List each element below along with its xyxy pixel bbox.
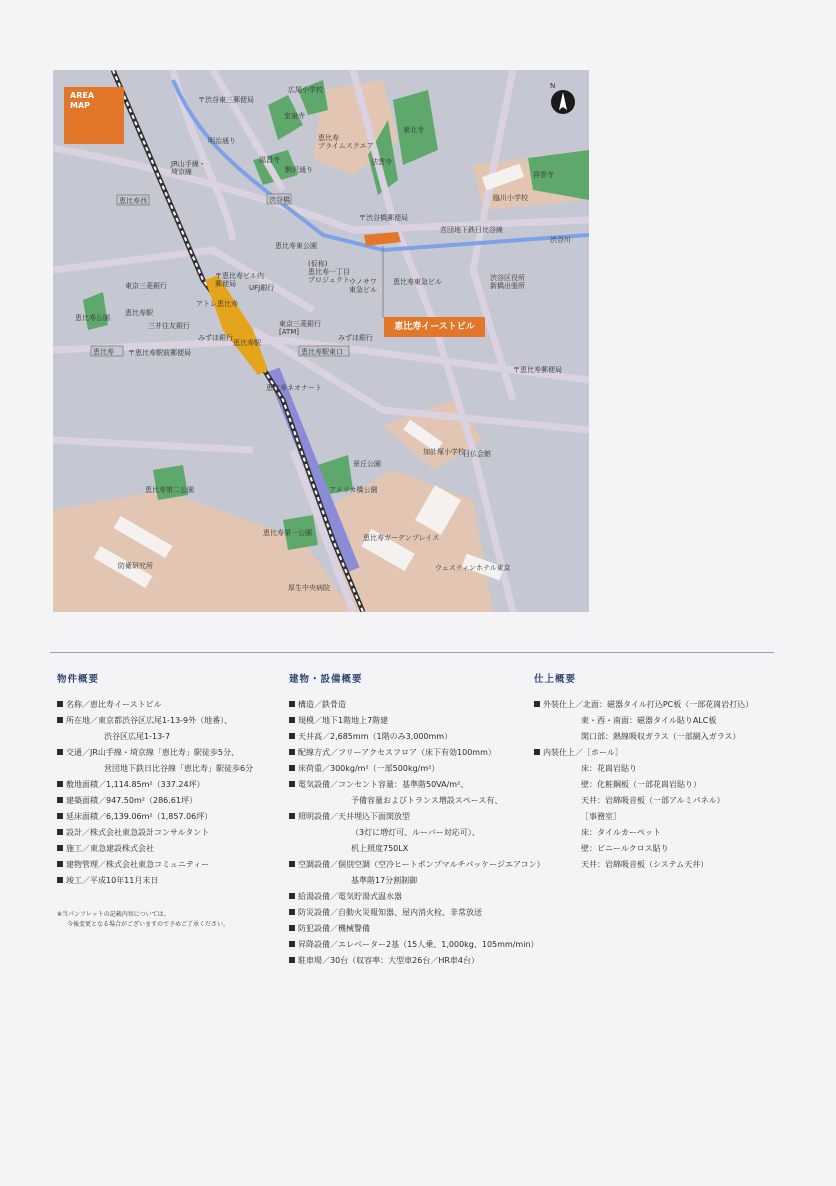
spec-row: 防災設備／自動火災報知器、屋内消火栓、非常放送 (289, 905, 545, 921)
spec-row: 床：タイルカーペット (581, 828, 661, 837)
badge-line: AREA (70, 91, 95, 100)
spec-row: 壁：化粧鋼板（一部花崗岩貼り） (581, 780, 701, 789)
map-label: みずほ銀行 (198, 334, 233, 342)
area-map-badge (64, 87, 124, 144)
spec-row: 天井：岩綿吸音板（システム天井） (581, 860, 709, 869)
map-label: 広尾小学校 (288, 86, 323, 94)
north-label: N (550, 82, 556, 90)
divider (50, 652, 774, 653)
map-label: 東京三菱銀行[ATM] (279, 320, 321, 336)
spec-row: 東・西・南面：磁器タイル貼りALC板 (581, 716, 717, 725)
map-label: 東北寺 (403, 126, 424, 134)
section-title: 仕上概要 (534, 674, 577, 685)
spec-row: 駐車場／30台（収容率：大型車26台／HR車4台） (289, 953, 545, 969)
map-label: 〒渋谷橋郵便局 (359, 214, 408, 222)
map-label: (仮称)恵比寿一丁目プロジェクト (308, 260, 350, 284)
spec-row: 照明設備／天井埋込下面開放型 (289, 809, 545, 825)
map-label: 恵比寿駅東口 (301, 348, 343, 356)
map-label: 〒渋谷東三郵便局 (198, 96, 254, 104)
map-label: 防衛研究所 (118, 562, 153, 570)
section-title: 建物・設備概要 (289, 674, 363, 685)
map-label: 室泉寺 (284, 112, 305, 120)
spec-row: （3灯に増灯可、ルーバー対応可）、 (351, 828, 480, 837)
spec-row: 規模／地下1階地上7階建 (289, 713, 545, 729)
map-label: 祥雲寺 (533, 171, 554, 179)
spec-row: 名称／恵比寿イーストビル (57, 697, 253, 713)
map-label: 景丘公園 (353, 460, 381, 468)
spec-row: 渋谷区広尾1-13-7 (104, 732, 171, 741)
finish-section (534, 671, 753, 873)
spec-row: 設計／株式会社東急設計コンサルタント (57, 825, 253, 841)
spec-row: 内装仕上／［ホール］ (534, 745, 753, 761)
spec-row: 昇降設備／エレベーター2基（15人乗、1,000kg、105mm/min） (289, 937, 545, 953)
spec-row: 床：花崗岩貼り (581, 764, 637, 773)
spec-row: 延床面積／6,139.06m²（1,857.06坪） (57, 809, 253, 825)
map-label: 恵比寿プライムスクエア (318, 134, 374, 150)
spec-row: 建築面積／947.50m²（286.61坪） (57, 793, 253, 809)
spec-row: 配線方式／フリーアクセスフロア（床下有効100mm） (289, 745, 545, 761)
map-label: JR山手線・埼京線 (171, 160, 206, 176)
spec-row: 電気設備／コンセント容量：基準階50VA/m²、 (289, 777, 545, 793)
spec-row: 給湯設備／電気貯湯式温水器 (289, 889, 545, 905)
map-label: 東京三菱銀行 (125, 282, 167, 290)
disclaimer-note (57, 910, 229, 930)
map-label: アトレ恵比寿 (196, 300, 238, 308)
overview-section (57, 671, 253, 889)
map-label: ウノサワ東急ビル (349, 278, 377, 294)
note-line: 今後変更となる場合がございますので予めご了承ください。 (67, 921, 230, 928)
spec-row: 営団地下鉄日比谷線「恵比寿」駅徒歩6分 (104, 764, 254, 773)
spec-row: 敷地面積／1,114.85m²（337.24坪） (57, 777, 253, 793)
spec-row: 予備容量およびトランス増設スペース有、 (351, 796, 503, 805)
map-label: 恵比寿 (93, 348, 114, 356)
spec-row: 施工／東急建設株式会社 (57, 841, 253, 857)
map-label: 〒恵比寿郵便局 (513, 366, 562, 374)
map-label: 恵比寿ネオナート (266, 384, 322, 392)
spec-row: 基準階17分割制御 (351, 876, 418, 885)
map-label: 渋谷区役所新橋出張所 (490, 274, 525, 290)
map-label: 〒恵比寿ビル内郵便局 (215, 272, 264, 288)
map-label: 恵比寿西 (119, 197, 147, 205)
map-label: UFJ銀行 (249, 284, 275, 292)
map-label: 恵比寿第二公園 (145, 486, 194, 494)
spec-row: 机上照度750LX (351, 844, 409, 853)
map-label: 恵比寿公園 (75, 314, 110, 322)
spec-row: 交通／JR山手線・埼京線「恵比寿」駅徒歩5分、 (57, 745, 253, 761)
building-section (289, 671, 545, 969)
spec-row: 天井：岩綿吸音板（一部アルミパネル） (581, 796, 725, 805)
map-label: 渋谷橋 (269, 196, 290, 204)
map-label: 恵比寿駅 (125, 309, 153, 317)
map-label: 加計塚小学校 (423, 448, 465, 456)
spec-row: 壁：ビニールクロス貼り (581, 844, 669, 853)
spec-row: ［事務室］ (581, 812, 621, 821)
map-label: 〒恵比寿駅前郵便局 (128, 349, 191, 357)
spec-row: 開口部：熱線吸収ガラス（一部網入ガラス） (581, 732, 741, 741)
badge-line: MAP (70, 101, 91, 110)
map-label: 法雲寺 (371, 158, 392, 166)
spec-row: 床荷重／300kg/m²（一部500kg/m²） (289, 761, 545, 777)
map-label: 営団地下鉄日比谷線 (440, 226, 503, 234)
building-callout: 恵比寿イーストビル (384, 317, 485, 337)
note-line: ※当パンフレットの記載内容については、 (57, 911, 170, 918)
map-label: 渋谷川 (550, 236, 571, 244)
map-label: ウェスティンホテル東京 (435, 564, 511, 572)
spec-row: 建物管理／株式会社東急コミュニティー (57, 857, 253, 873)
spec-row: 構造／鉄骨造 (289, 697, 545, 713)
map-label: 福昌寺 (259, 156, 280, 164)
map-label: 恵比寿ガーデンプレイス (363, 534, 440, 542)
spec-row: 天井高／2,685mm（1階のみ3,000mm） (289, 729, 545, 745)
map-label: 恵比寿第一公園 (263, 529, 312, 537)
spec-row: 外装仕上／北面：磁器タイル打込PC板（一部花崗岩打込） (534, 697, 753, 713)
map-label: 三井住友銀行 (148, 322, 190, 330)
spec-row: 空調設備／個別空調（空冷ヒートポンプマルチパッケージエアコン） (289, 857, 545, 873)
map-label: 恵比寿東急ビル (393, 278, 442, 286)
map-label: 恵比寿駅 (233, 339, 261, 347)
spec-row: 防犯設備／機械警備 (289, 921, 545, 937)
map-label: みずほ銀行 (338, 334, 373, 342)
map-label: 駒沢通り (285, 166, 313, 174)
map-label: アメリカ橋公園 (329, 486, 378, 494)
section-title: 物件概要 (57, 674, 100, 685)
map-label: 厚生中央病院 (288, 584, 330, 592)
map-label: 明治通り (208, 137, 236, 145)
spec-row: 所在地／東京都渋谷区広尾1-13-9外（地番）、 (57, 713, 253, 729)
area-map (53, 70, 589, 612)
map-label: 日仏会館 (463, 450, 491, 458)
map-label: 恵比寿東公園 (275, 242, 317, 250)
spec-row: 竣工／平成10年11月末日 (57, 873, 253, 889)
map-label: 臨川小学校 (493, 194, 528, 202)
